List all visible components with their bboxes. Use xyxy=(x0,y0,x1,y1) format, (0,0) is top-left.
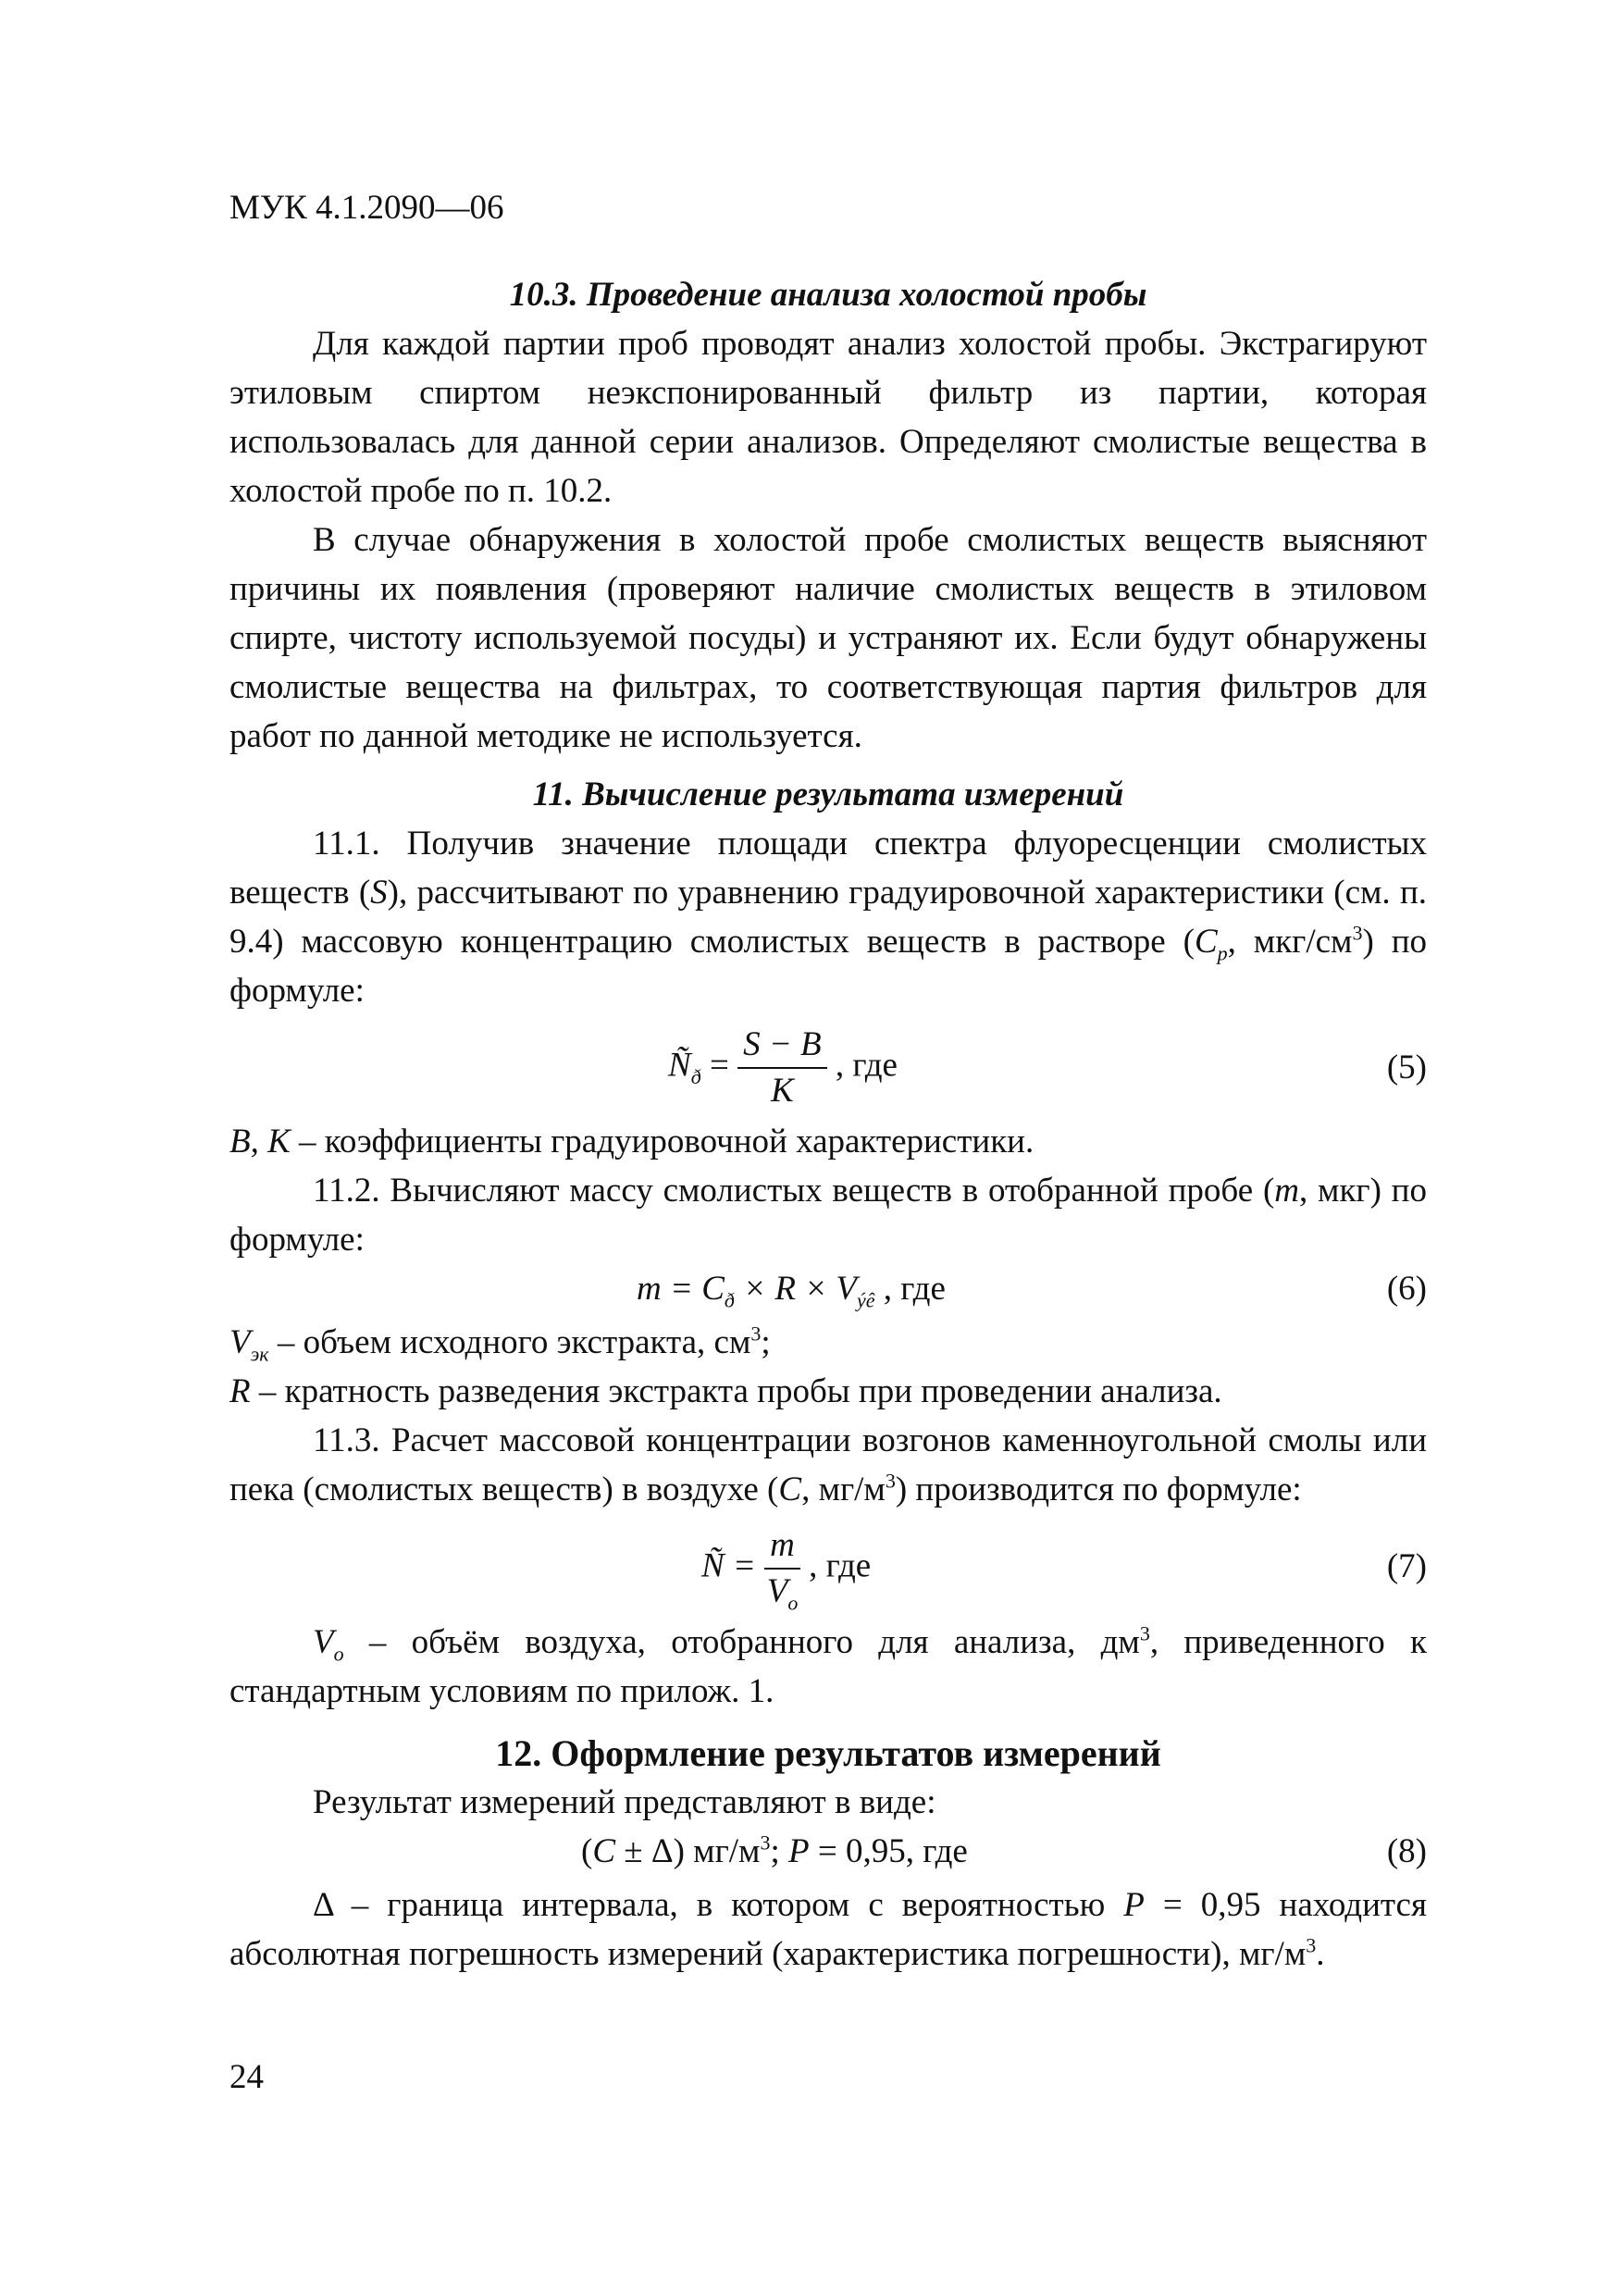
formula-5-expression: $Ñ_ð$ = $\frac{S - B}{K}$ , где xyxy=(668,1023,898,1113)
formula-8-expression: (C ± Δ) $мг/м^3$; P = 0,95, где xyxy=(581,1831,968,1870)
section-10-3-paragraph-1: Для каждой партии проб проводят анализ холостой пробы. Экстрагируют этиловым спиртом неэкспонированный фильтр из партии, которая использовалась для данной серии анализов. Определяют смолистые вещества в холостой пробе по п. 10.2. xyxy=(229,325,1427,510)
formula-6-expression: $m = C_ð \times R \times V_{ýê}$ , где xyxy=(637,1270,946,1312)
section-11-2-paragraph: 11.2. Вычисляют массу смолистых веществ в отобранной пробе (m, мкг) по формуле: xyxy=(229,1172,1427,1259)
section-12-paragraph: Результат измерений представляют в виде: xyxy=(313,1783,936,1821)
formula-5-fraction xyxy=(737,1023,827,1113)
formula-5-numerator: S − B xyxy=(737,1023,827,1069)
bk-definition: B, K – коэффициенты градуировочной характеристики. xyxy=(229,1123,1035,1160)
page-number: 24 xyxy=(229,2058,264,2096)
section-10-3-paragraph-2: В случае обнаружения в холостой пробе смолистых веществ выясняют причины их появления (проверяют наличие смолистых веществ в этиловом спирте, чистоту используемой посуды) и устраняют их. Если будут обнаружены смолистые вещества на фильтрах, то соответствующая партия фильтров для работ по данной методике не используется. xyxy=(229,521,1427,755)
formula-7-fraction xyxy=(764,1523,800,1614)
section-12-title: 12. Оформление результатов измерений xyxy=(495,1732,1161,1774)
formula-5 xyxy=(229,1015,1427,1117)
formula-6 xyxy=(229,1264,1427,1318)
formula-6-number: (6) xyxy=(1386,1270,1427,1308)
formula-8 xyxy=(229,1827,1427,1880)
vek-definition: $V_{эк}$ – объем исходного экстракта, $см^3$; xyxy=(229,1322,771,1366)
formula-7-number: (7) xyxy=(1386,1547,1427,1585)
delta-definition: Δ – граница интервала, в котором с вероятностью P = 0,95 находится абсолютная погрешность измерений (характеристика погрешности), $мг/м^3$. xyxy=(229,1886,1427,1973)
section-11-1-paragraph: 11.1. Получив значение площади спектра флуоресценции смолистых веществ (S), рассчитывают по уравнению градуировочной характеристики (см. п. 9.4) массовую концентрацию смолистых веществ в растворе ($C_p$, мкг/$см^3$) по формуле: xyxy=(229,825,1428,1010)
vo-definition: $V_o$ – объём воздуха, отобранного для анализа, $дм^3$, приведенного к стандартным условиям по прилож. 1. xyxy=(229,1621,1427,1710)
r-definition: R – кратность разведения экстракта пробы при проведении анализа. xyxy=(229,1372,1222,1410)
section-10-3-title: 10.3. Проведение анализа холостой пробы xyxy=(509,276,1147,314)
document-body xyxy=(229,270,1427,1979)
formula-5-number: (5) xyxy=(1386,1049,1427,1086)
section-11-title: 11. Вычисление результата измерений xyxy=(532,776,1124,813)
formula-7 xyxy=(229,1514,1427,1618)
section-11-3-paragraph: 11.3. Расчет массовой концентрации возгонов каменноугольной смолы или пека (смолистых веществ) в воздухе (C, $мг/м^3$) производится по формуле: xyxy=(229,1421,1427,1508)
document-header: МУК 4.1.2090—06 xyxy=(229,189,504,227)
formula-7-expression: Ñ = $\frac{m}{V_o}$ , где xyxy=(701,1523,871,1614)
formula-7-denominator: $V_o$ xyxy=(766,1572,799,1615)
formula-8-number: (8) xyxy=(1386,1832,1427,1870)
formula-5-denominator: K xyxy=(771,1072,794,1110)
formula-7-numerator: m xyxy=(764,1523,800,1570)
